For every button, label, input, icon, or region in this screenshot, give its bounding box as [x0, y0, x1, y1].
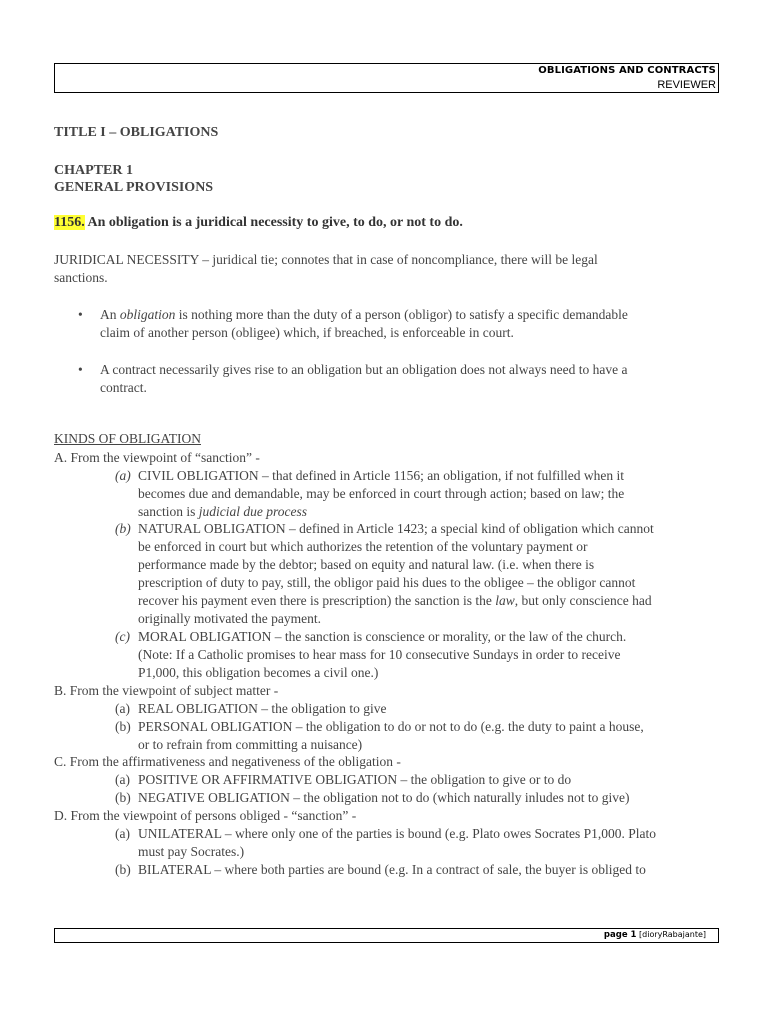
bullet-1-pre: An [100, 307, 120, 322]
section-b-a-label: (a) [115, 701, 130, 716]
bullet-marker: • [78, 362, 83, 377]
section-b-a-line1: REAL OBLIGATION – the obligation to give [138, 701, 387, 716]
bullet-2-line1: A contract necessarily gives rise to an obligation but an obligation does not always need to have a [100, 362, 628, 377]
section-a-heading: A. From the viewpoint of “sanction” - [54, 450, 260, 465]
section-d-a-line1: UNILATERAL – where only one of the parties is bound (e.g. Plato owes Socrates P1,000. Plato [138, 826, 657, 841]
bullet-1-italic: obligation [119, 307, 176, 322]
section-a-a-label: (a) [115, 468, 131, 483]
section-a-b-line5-pre: recover his payment even there is prescription) the sanction is the [138, 593, 496, 608]
chapter-number: CHAPTER 1 [54, 163, 133, 178]
section-c-b-line1: NEGATIVE OBLIGATION – the obligation not to do (which naturally inludes not to give) [138, 790, 630, 805]
section-a-a-line2: becomes due and demandable, may be enforced in court through action; based on law; the [138, 486, 625, 501]
section-c-heading: C. From the affirmativeness and negativeness of the obligation - [54, 754, 401, 769]
section-a-b-line1: NATURAL OBLIGATION – defined in Article 1423; a special kind of obligation which cannot [138, 521, 654, 536]
header-title: OBLIGATIONS AND CONTRACTS [538, 65, 716, 76]
page-footer [54, 928, 719, 943]
section-a-b-line4: prescription of duty to pay, still, the obligor paid his dues to the obligee – the obligor cannot [138, 575, 636, 590]
section-a-b-line3: performance made by the debtor; based on equity and natural law. (i.e. when there is [138, 557, 595, 572]
section-b-b-line1: PERSONAL OBLIGATION – the obligation to do or not to do (e.g. the duty to paint a house, [138, 719, 644, 734]
section-d-b-label: (b) [115, 862, 131, 877]
section-a-a-line1: CIVIL OBLIGATION – that defined in Article 1156; an obligation, if not fulfilled when it [138, 468, 625, 483]
footer-text [604, 930, 706, 940]
section-a-c-label: (c) [115, 629, 130, 644]
section-b-b-line2: or to refrain from committing a nuisance) [138, 737, 363, 752]
section-d-a-line2: must pay Socrates.) [138, 844, 245, 859]
page-header [54, 63, 719, 93]
article-number-highlight: 1156. [54, 215, 85, 230]
section-a-c-line3: P1,000, this obligation becomes a civil one.) [138, 665, 379, 680]
section-a-a-line3-pre: sanction is [138, 504, 199, 519]
section-d-b-line1: BILATERAL – where both parties are bound (e.g. In a contract of sale, the buyer is obliged to [138, 862, 646, 877]
section-a-a-line3-italic: judicial due process [198, 504, 307, 519]
section-b-heading: B. From the viewpoint of subject matter - [54, 683, 279, 698]
bullet-marker: • [78, 307, 83, 322]
bullet-1-post: is nothing more than the duty of a person (obligor) to satisfy a specific demandable [175, 307, 628, 322]
section-a-c-line2: (Note: If a Catholic promises to hear mass for 10 consecutive Sundays in order to receive [138, 647, 621, 662]
bullet-2-line2: contract. [100, 380, 147, 395]
section-a-b-line5-post: , but only conscience had [514, 593, 652, 608]
title-heading: TITLE I – OBLIGATIONS [54, 125, 219, 140]
bullet-1-line2: claim of another person (obligee) which, if breached, is enforceable in court. [100, 325, 514, 340]
section-c-b-label: (b) [115, 790, 131, 805]
section-a-b-label: (b) [115, 521, 131, 536]
page-number: page 1 [603, 930, 637, 940]
footer-author: [dioryRabajante] [639, 930, 706, 939]
chapter-name: GENERAL PROVISIONS [54, 180, 214, 195]
juridical-necessity-line2: sanctions. [54, 270, 108, 285]
section-a-a-line3 [138, 503, 718, 521]
section-c-a-label: (a) [115, 772, 130, 787]
article-1156 [54, 215, 463, 231]
section-c-a-line1: POSITIVE OR AFFIRMATIVE OBLIGATION – the obligation to give or to do [138, 772, 572, 787]
bullet-1-line1 [100, 306, 700, 324]
section-a-b-line5 [138, 592, 718, 610]
section-a-b-line2: be enforced in court but which authorizes the retention of the voluntary payment or [138, 539, 588, 554]
section-d-heading: D. From the viewpoint of persons obliged - “sanction” - [54, 808, 357, 823]
section-a-c-line1: MORAL OBLIGATION – the sanction is conscience or morality, or the law of the church. [138, 629, 627, 644]
article-text: An obligation is a juridical necessity to give, to do, or not to do. [84, 215, 463, 230]
section-b-b-label: (b) [115, 719, 131, 734]
kinds-heading: KINDS OF OBLIGATION [54, 431, 201, 446]
header-subtitle: REVIEWER [657, 79, 716, 91]
section-a-b-line5-italic: law [495, 593, 515, 608]
juridical-necessity-line1: JURIDICAL NECESSITY – juridical tie; connotes that in case of noncompliance, there will be legal [54, 252, 598, 267]
section-a-b-line6: originally motivated the payment. [138, 611, 321, 626]
section-d-a-label: (a) [115, 826, 130, 841]
